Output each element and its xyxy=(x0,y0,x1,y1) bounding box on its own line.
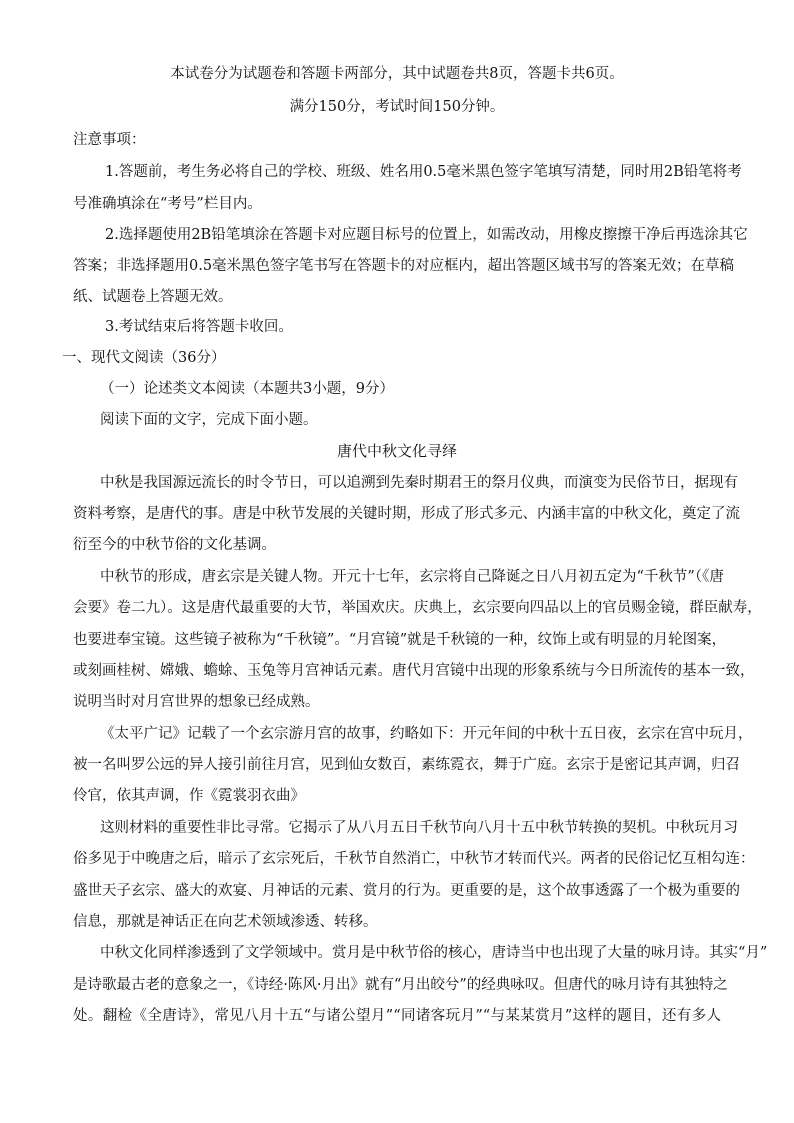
notice-item-3: 3.考试结束后将答题卡收回。 xyxy=(105,319,293,335)
notice-item-1-line-1: 1.答题前，考生务必将自己的学校、班级、姓名用0.5毫米黑色签字笔填写清楚，同时用2B铅笔将考 xyxy=(105,164,742,180)
article-p5-line-3: 处。翻检《全唐诗》，常见八月十五“与诸公望月”“同诸客玩月”“与某某赏月”这样的题目，还有多人 xyxy=(73,1008,721,1024)
article-p4-line-4: 信息，那就是神话正在向艺术领域渗透、转移。 xyxy=(73,914,378,930)
article-p5-line-2: 是诗歌最古老的意象之一，《诗经·陈风·月出》就有“月出皎兮”的经典咏叹。但唐代的咏月诗有其独特之 xyxy=(73,977,728,993)
notice-item-2-line-3: 纸、试题卷上答题无效。 xyxy=(73,289,233,305)
notice-title: 注意事项： xyxy=(73,132,146,148)
article-p1-line-1: 中秋是我国源远流长的时令节日，可以追溯到先秦时期君王的祭月仪典，而演变为民俗节日，据现有 xyxy=(100,475,738,491)
notice-item-2-line-1: 2.选择题使用2B铅笔填涂在答题卡对应题目标号的位置上，如需改动，用橡皮擦擦干净后再选涂其它 xyxy=(105,227,748,243)
article-p1-line-3: 衍至今的中秋节俗的文化基调。 xyxy=(73,537,276,553)
article-p1-line-2: 资料考察，是唐代的事。唐是中秋节发展的关键时期，形成了形式多元、内涵丰富的中秋文化，奠定了流 xyxy=(73,506,740,522)
article-p2-line-1: 中秋节的形成，唐玄宗是关键人物。开元十七年，玄宗将自己降诞之日八月初五定为“千秋节”（《唐 xyxy=(100,569,724,585)
article-p4-line-3: 盛世天子玄宗、盛大的欢宴、月神话的元素、赏月的行为。更重要的是，这个故事透露了一个极为重要的 xyxy=(73,883,740,899)
article-title: 唐代中秋文化寻绎 xyxy=(336,442,457,460)
article-p3-line-2: 被一名叫罗公远的异人接引前往月宫，见到仙女数百，素练霓衣，舞于广庭。玄宗于是密记其声调，归召 xyxy=(73,757,740,773)
section-subheading: （一）论述类文本阅读（本题共3小题，9分） xyxy=(100,381,394,397)
notice-item-1-line-2: 号准确填涂在“考号”栏目内。 xyxy=(73,196,262,212)
exam-intro-line: 本试卷分为试题卷和答题卡两部分，其中试题卷共8页，答题卡共6页。 xyxy=(170,66,624,82)
article-p4-line-2: 俗多见于中晚唐之后，暗示了玄宗死后，千秋节自然消亡，中秋节才转而代兴。两者的民俗记忆互相勾连： xyxy=(73,851,755,867)
exam-score-line: 满分150分，考试时间150分钟。 xyxy=(289,99,505,115)
article-p3-line-1: 《太平广记》记载了一个玄宗游月宫的故事，约略如下：开元年间的中秋十五日夜，玄宗在宫中玩月， xyxy=(100,726,753,742)
section-heading: 一、现代文阅读（36分） xyxy=(62,350,226,366)
article-p5-line-1: 中秋文化同样渗透到了文学领域中。赏月是中秋节俗的核心，唐诗当中也出现了大量的咏月诗。其实“月” xyxy=(100,945,768,961)
notice-item-2-line-2: 答案；非选择题用0.5毫米黑色签字笔书写在答题卡的对应框内，超出答题区域书写的答案无效；在草稿 xyxy=(73,258,735,274)
section-instruction: 阅读下面的文字，完成下面小题。 xyxy=(100,412,318,428)
article-p2-line-2: 会要》卷二九）。这是唐代最重要的大节，举国欢庆。庆典上，玄宗要向四品以上的官员赐金镜，群臣献寿， xyxy=(73,600,762,616)
article-p2-line-4: 或刻画桂树、嫦娥、蟾蜍、玉兔等月宫神话元素。唐代月宫镜中出现的形象系统与今日所流传的基本一致， xyxy=(73,663,755,679)
article-p3-line-3: 伶官，依其声调，作《霓裳羽衣曲》 xyxy=(73,788,305,804)
article-p4-line-1: 这则材料的重要性非比寻常。它揭示了从八月五日千秋节向八月十五中秋节转换的契机。中秋玩月习 xyxy=(100,820,738,836)
article-p2-line-5: 说明当时对月宫世界的想象已经成熟。 xyxy=(73,694,320,710)
article-p2-line-3: 也要进奉宝镜。这些镜子被称为“千秋镜”。“月宫镜”就是千秋镜的一种，纹饰上或有明显的月轮图案， xyxy=(73,632,727,648)
